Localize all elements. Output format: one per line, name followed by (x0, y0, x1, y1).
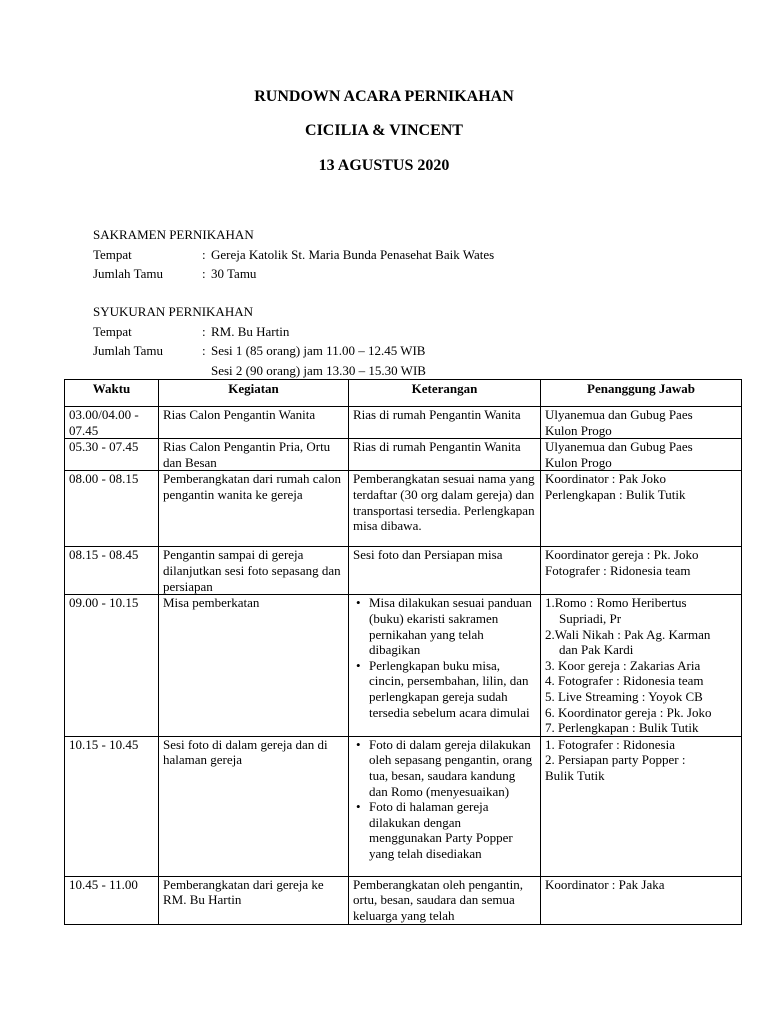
pj-line: Ulyanemua dan Gubug Paes (545, 407, 693, 422)
kegiatan-cell: Pemberangkatan dari rumah calon pengantin wanita ke gereja (159, 471, 349, 547)
syukuran-section (93, 302, 426, 380)
waktu-cell: 09.00 - 10.15 (65, 595, 159, 736)
pj-line: Bulik Tutik (545, 767, 605, 783)
keterangan-cell: Rias di rumah Pengantin Wanita (349, 407, 541, 439)
kegiatan-cell: Sesi foto di dalam gereja dan di halaman gereja (159, 736, 349, 876)
header-keterangan: Keterangan (349, 380, 541, 407)
pj-cell (541, 736, 742, 876)
pj-cell (541, 407, 742, 439)
keterangan-cell: Pemberangkatan sesuai nama yang terdaftar (30 org dalam gereja) dan transportasi tersedia. Perlengkapan misa dibawa. (349, 471, 541, 547)
jumlah-value: 30 Tamu (211, 266, 257, 281)
pj-cell (541, 595, 742, 736)
waktu-cell: 10.45 - 11.00 (65, 876, 159, 924)
header-penanggung-jawab: Penanggung Jawab (541, 380, 742, 407)
syukuran-heading: SYUKURAN PERNIKAHAN (93, 304, 253, 319)
sakramen-jumlah-row (93, 264, 494, 284)
event-date: 13 AGUSTUS 2020 (318, 157, 450, 174)
pj-line: Ulyanemua dan Gubug Paes (545, 439, 693, 455)
pj-line: Koordinator : Pak Joko (545, 471, 666, 487)
keterangan-bullets (353, 595, 536, 720)
waktu-cell: 05.30 - 07.45 (65, 439, 159, 471)
jumlah-label: Jumlah Tamu (93, 343, 163, 358)
table-header-row (65, 380, 742, 407)
kegiatan-cell: Misa pemberkatan (159, 595, 349, 736)
pj-line: 6. Koordinator gereja : Pk. Joko (545, 704, 712, 720)
tempat-value: RM. Bu Hartin (211, 323, 290, 339)
sakramen-heading: SAKRAMEN PERNIKAHAN (93, 227, 254, 242)
tempat-value: Gereja Katolik St. Maria Bunda Penasehat Baik Wates (211, 246, 495, 262)
pj-line: Koordinator gereja : Pk. Joko (545, 547, 699, 563)
table-row (65, 736, 742, 876)
waktu-cell: 03.00/04.00 - 07.45 (65, 407, 159, 439)
pj-cell (541, 876, 742, 924)
pj-line: 2. Persiapan party Popper : (545, 752, 686, 768)
kegiatan-cell: Pengantin sampai di gereja dilanjutkan sesi foto sepasang dan persiapan (159, 547, 349, 595)
pj-line: 3. Koor gereja : Zakarias Aria (545, 657, 701, 673)
bullet-item: • Foto di dalam gereja dilakukan oleh sepasang pengantin, orang tua, besan, saudara kandung dan Romo (menyesuaikan) (369, 737, 536, 799)
bullet-item: • Misa dilakukan sesuai panduan (buku) ekaristi sakramen pernikahan yang telah dibagikan (369, 595, 536, 657)
pj-line: 2.Wali Nikah : Pak Ag. Karman (545, 626, 711, 642)
keterangan-cell: Rias di rumah Pengantin Wanita (349, 439, 541, 471)
syukuran-sesi2-row (93, 361, 426, 381)
table-row (65, 876, 742, 924)
keterangan-bullets (353, 737, 536, 862)
table-row (65, 547, 742, 595)
pj-line: dan Pak Kardi (559, 642, 634, 658)
waktu-cell: 08.00 - 08.15 (65, 471, 159, 547)
table-row (65, 471, 742, 547)
pj-line: 1.Romo : Romo Heribertus (545, 595, 687, 611)
tempat-label: Tempat (93, 323, 132, 339)
kegiatan-cell: Rias Calon Pengantin Wanita (159, 407, 349, 439)
colon: : (202, 323, 206, 339)
keterangan-cell (349, 736, 541, 876)
pj-cell (541, 471, 742, 547)
syukuran-jumlah-row (93, 341, 426, 361)
keterangan-cell: Sesi foto dan Persiapan misa (349, 547, 541, 595)
table-row (65, 439, 742, 471)
waktu-cell: 10.15 - 10.45 (65, 736, 159, 876)
jumlah-label: Jumlah Tamu (93, 266, 163, 281)
sakramen-tempat-row (93, 245, 494, 265)
waktu-cell: 08.15 - 08.45 (65, 547, 159, 595)
sesi2-value: Sesi 2 (90 orang) jam 13.30 – 15.30 WIB (211, 362, 426, 378)
pj-line: Koordinator : Pak Jaka (545, 876, 665, 892)
colon: : (202, 246, 206, 262)
pj-cell (541, 547, 742, 595)
header-waktu: Waktu (65, 380, 159, 407)
syukuran-tempat-row (93, 322, 426, 342)
pj-line: 1. Fotografer : Ridonesia (545, 736, 675, 752)
bullet-item: • Foto di halaman gereja dilakukan dengan menggunakan Party Popper yang telah disediakan (369, 799, 536, 861)
keterangan-cell: Pemberangkatan oleh pengantin, ortu, besan, saudara dan semua keluarga yang telah (349, 876, 541, 924)
pj-line: Kulon Progo (545, 454, 612, 470)
couple-names: CICILIA & VINCENT (305, 122, 463, 139)
document-title: RUNDOWN ACARA PERNIKAHAN (254, 88, 514, 105)
kegiatan-cell: Pemberangkatan dari gereja ke RM. Bu Hartin (159, 876, 349, 924)
pj-line: Perlengkapan : Bulik Tutik (545, 486, 686, 502)
kegiatan-cell: Rias Calon Pengantin Pria, Ortu dan Besan (159, 439, 349, 471)
colon: : (202, 266, 206, 281)
pj-line: Supriadi, Pr (559, 610, 622, 626)
sakramen-section (93, 225, 494, 284)
pj-cell (541, 439, 742, 471)
tempat-label: Tempat (93, 246, 132, 262)
bullet-item: • Perlengkapan buku misa, cincin, persembahan, lilin, dan perlengkapan gereja sudah tersedia sebelum acara dimulai (369, 658, 536, 720)
pj-line: 5. Live Streaming : Yoyok CB (545, 688, 703, 704)
colon: : (202, 343, 206, 358)
sesi1-value: Sesi 1 (85 orang) jam 11.00 – 12.45 WIB (211, 343, 426, 358)
pj-line: Fotografer : Ridonesia team (545, 562, 691, 578)
header-kegiatan: Kegiatan (159, 380, 349, 407)
pj-line: Kulon Progo (545, 422, 612, 438)
pj-line: 7. Perlengkapan : Bulik Tutik (545, 720, 699, 736)
table-row (65, 595, 742, 736)
table-row (65, 407, 742, 439)
pj-line: 4. Fotografer : Ridonesia team (545, 673, 704, 689)
rundown-table (64, 379, 742, 925)
keterangan-cell (349, 595, 541, 736)
